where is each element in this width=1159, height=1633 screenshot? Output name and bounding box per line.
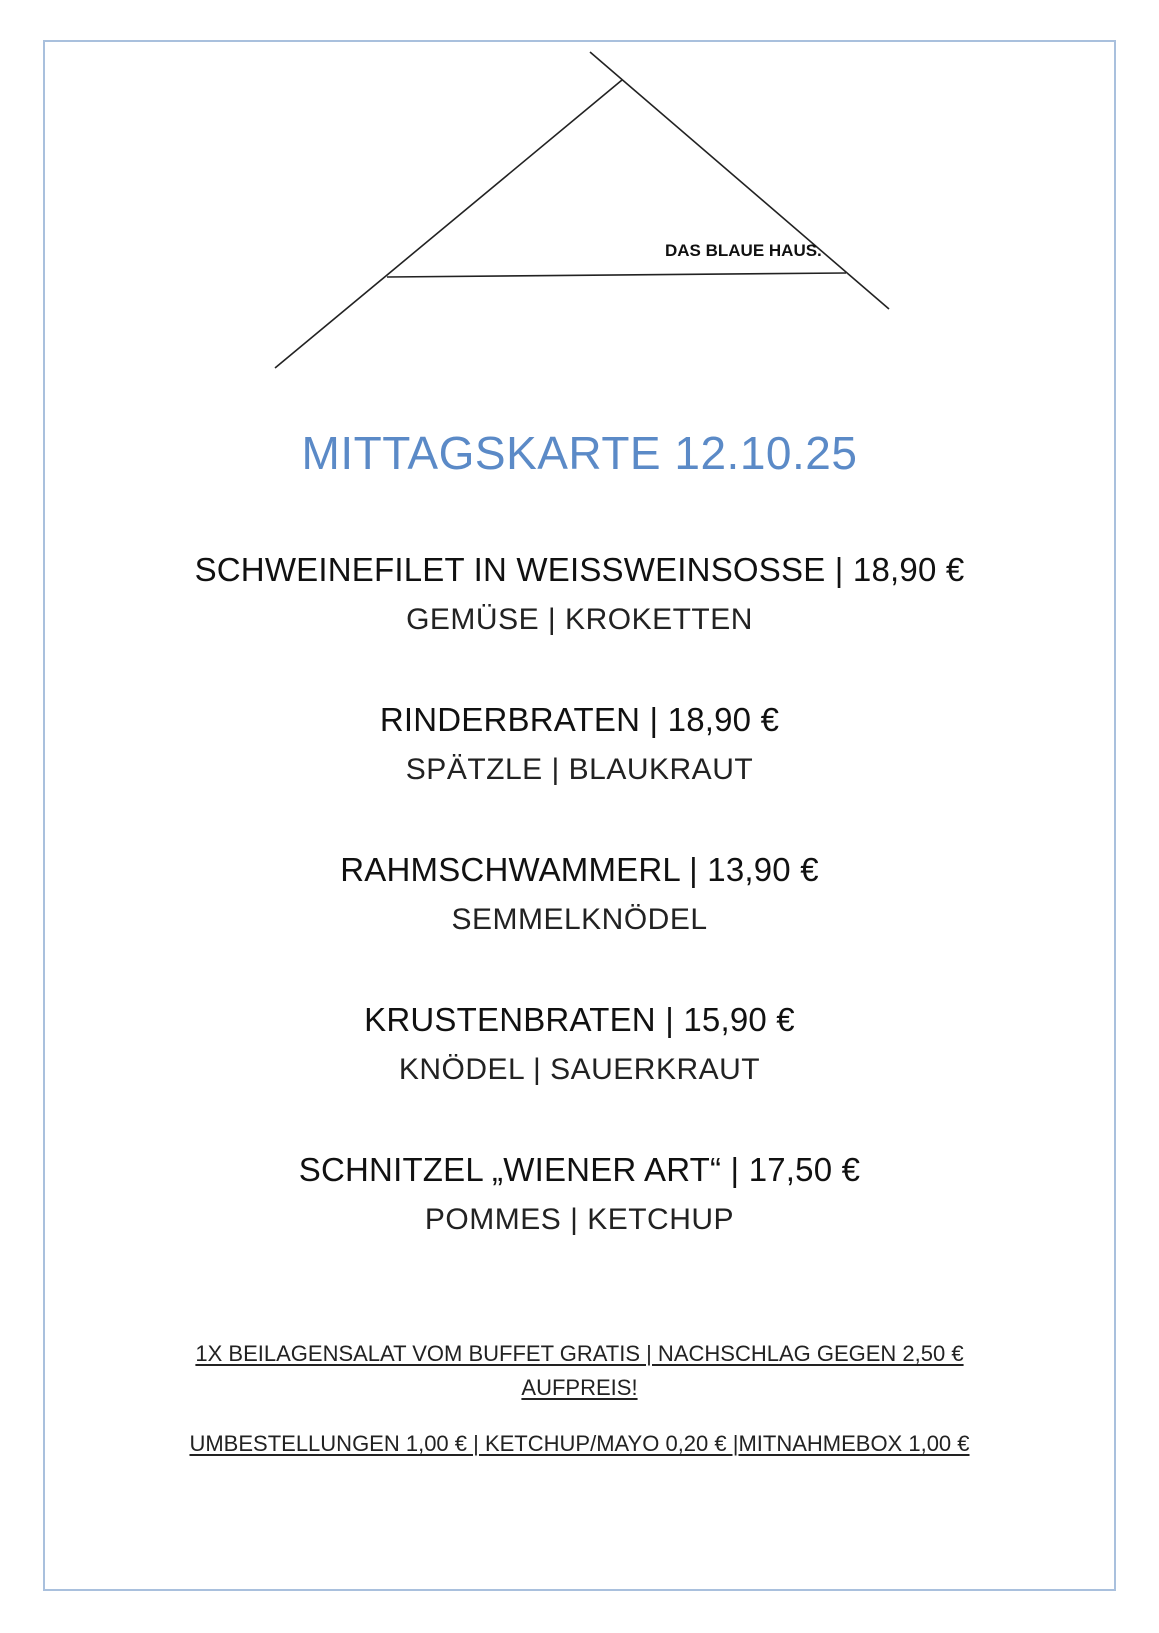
dish-item — [0, 548, 1159, 698]
roof-line-left — [275, 80, 622, 368]
dish-name: SCHWEINEFILET IN WEISSWEINSOSSE | 18,90 € — [194, 551, 965, 588]
dish-item — [0, 848, 1159, 998]
dish-list — [0, 548, 1159, 1298]
dish-sides: SEMMELKNÖDEL — [451, 903, 708, 936]
dish-name: RINDERBRATEN | 18,90 € — [379, 701, 780, 738]
menu-title: MITTAGSKARTE 12.10.25 — [301, 427, 858, 479]
roof-line-right — [590, 52, 889, 309]
menu-notes — [0, 1337, 1159, 1461]
dish-sides: KNÖDEL | SAUERKRAUT — [398, 1053, 761, 1086]
extras-note: UMBESTELLUNGEN 1,00 € | KETCHUP/MAYO 0,20 € |MITNAHMEBOX 1,00 € — [189, 1431, 970, 1456]
dish-sides: GEMÜSE | KROKETTEN — [406, 603, 753, 636]
dish-sides: POMMES | KETCHUP — [424, 1203, 735, 1236]
salad-note: 1X BEILAGENSALAT VOM BUFFET GRATIS | NACHSCHLAG GEGEN 2,50 € AUFPREIS! — [195, 1341, 964, 1400]
dish-name: RAHMSCHWAMMERL | 13,90 € — [340, 851, 819, 888]
dish-item — [0, 698, 1159, 848]
logo-text: DAS BLAUE HAUS. — [665, 241, 822, 260]
dish-name: KRUSTENBRATEN | 15,90 € — [364, 1001, 795, 1038]
dish-item — [0, 1148, 1159, 1298]
dish-sides: SPÄTZLE | BLAUKRAUT — [405, 753, 754, 786]
house-base-line — [387, 273, 846, 277]
dish-name: SCHNITZEL „WIENER ART“ | 17,50 € — [298, 1151, 861, 1188]
house-logo — [0, 0, 1159, 380]
dish-item — [0, 998, 1159, 1148]
